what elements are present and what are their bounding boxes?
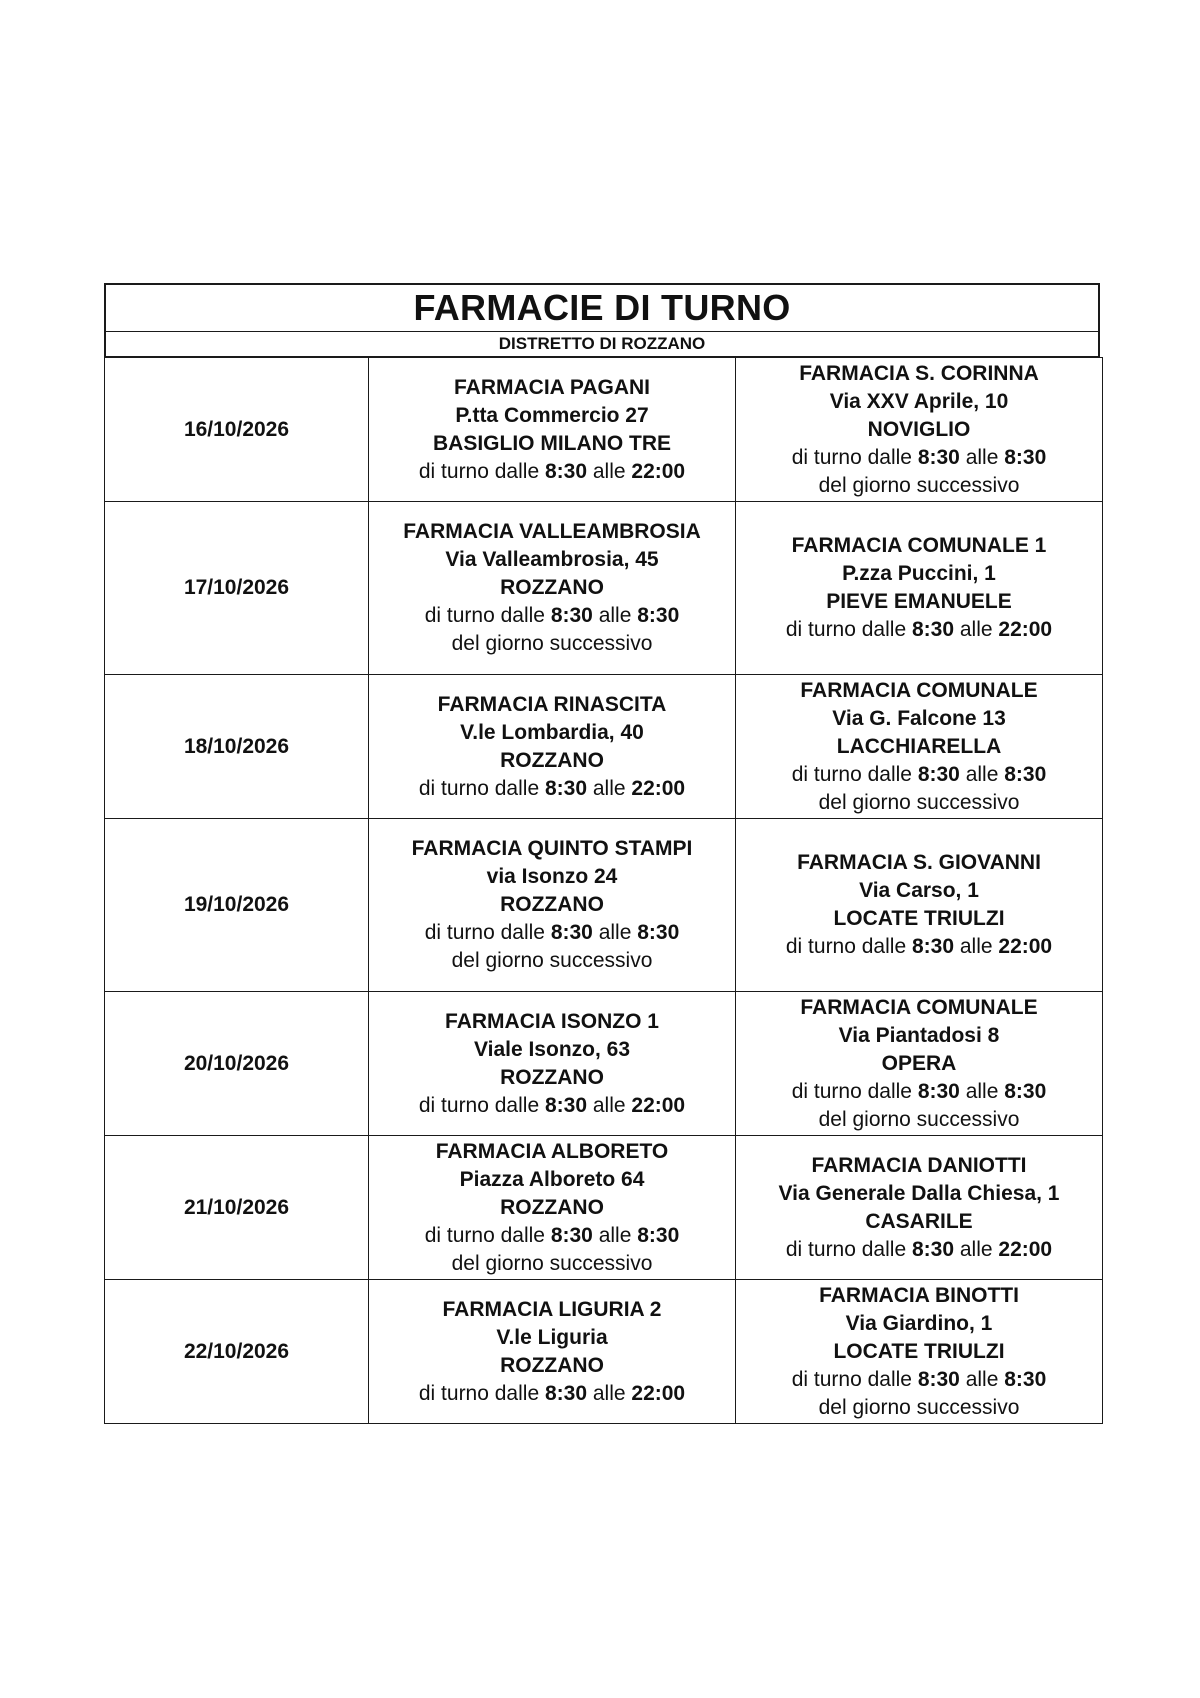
pharmacy-cell-right: [736, 1136, 1103, 1280]
pharmacy-address: V.le Liguria: [496, 1325, 608, 1349]
table-row: [105, 358, 1103, 502]
hours-mid: alle: [965, 1079, 999, 1103]
hours-to: 8:30: [1004, 762, 1047, 786]
next-day-note: del giorno successivo: [818, 790, 1020, 814]
pharmacy-cell-right: [736, 502, 1103, 675]
duty-hours: [369, 1092, 735, 1120]
hours-prefix: di turno dalle: [785, 935, 907, 958]
hours-from: 8:30: [544, 1093, 587, 1117]
next-day-note: del giorno successivo: [818, 1107, 1020, 1131]
hours-from: 8:30: [917, 1079, 960, 1103]
duty-hours: [369, 458, 735, 486]
pharmacy-name: FARMACIA S. CORINNA: [799, 361, 1039, 385]
table-row: [105, 1136, 1103, 1280]
duty-date: 20/10/2026: [105, 992, 369, 1136]
hours-prefix: di turno dalle: [424, 1223, 545, 1247]
pharmacy-address: V.le Lombardia, 40: [460, 720, 644, 744]
table-row: [105, 502, 1103, 675]
hours-from: 8:30: [917, 445, 960, 469]
pharmacy-cell-left: [369, 992, 736, 1136]
pharmacy-town: PIEVE EMANUELE: [826, 590, 1012, 613]
duty-hours: [736, 616, 1102, 644]
hours-prefix: di turno dalle: [424, 604, 545, 627]
pharmacy-town: OPERA: [881, 1051, 957, 1075]
district-subtitle: DISTRETTO DI ROZZANO: [104, 332, 1100, 357]
duty-date: 19/10/2026: [105, 819, 369, 992]
pharmacy-address: Via Carso, 1: [859, 879, 979, 902]
hours-to: 8:30: [1004, 1367, 1047, 1391]
hours-mid: alle: [959, 618, 993, 641]
pharmacy-address: Viale Isonzo, 63: [473, 1037, 630, 1061]
hours-to: 8:30: [637, 1223, 680, 1247]
hours-prefix: di turno dalle: [418, 776, 540, 800]
hours-mid: alle: [598, 921, 632, 944]
pharmacy-town: ROZZANO: [500, 1065, 604, 1089]
duty-hours: [736, 444, 1102, 472]
hours-mid: alle: [965, 445, 999, 469]
pharmacy-name: FARMACIA ALBORETO: [435, 1139, 669, 1163]
hours-prefix: di turno dalle: [791, 445, 912, 469]
pharmacy-cell-right: [736, 992, 1103, 1136]
duty-hours: [369, 602, 735, 630]
duty-date: 21/10/2026: [105, 1136, 369, 1280]
pharmacy-name: FARMACIA RINASCITA: [437, 692, 667, 716]
hours-to: 22:00: [631, 776, 686, 800]
next-day-note: del giorno successivo: [818, 473, 1020, 497]
pharmacy-address: via Isonzo 24: [486, 865, 618, 888]
pharmacy-town: ROZZANO: [500, 893, 604, 916]
pharmacy-address: Piazza Alboreto 64: [459, 1167, 645, 1191]
hours-to: 8:30: [637, 921, 680, 944]
pharmacy-name: FARMACIA PAGANI: [454, 375, 650, 399]
pharmacy-cell-right: [736, 675, 1103, 819]
hours-from: 8:30: [917, 762, 960, 786]
pharmacy-name: FARMACIA COMUNALE: [800, 678, 1038, 702]
hours-mid: alle: [965, 1367, 999, 1391]
next-day-note: del giorno successivo: [451, 949, 653, 972]
pharmacy-cell-right: [736, 819, 1103, 992]
pharmacy-name: FARMACIA LIGURIA 2: [442, 1297, 662, 1321]
hours-to: 22:00: [631, 1093, 686, 1117]
duty-hours: [369, 919, 735, 947]
hours-mid: alle: [592, 1381, 626, 1405]
pharmacy-town: ROZZANO: [500, 576, 604, 599]
duty-hours: [736, 1366, 1102, 1394]
hours-mid: alle: [592, 776, 626, 800]
duty-hours: [369, 775, 735, 803]
hours-to: 22:00: [998, 1237, 1053, 1261]
pharmacy-town: BASIGLIO MILANO TRE: [433, 431, 671, 455]
pharmacy-cell-left: [369, 1280, 736, 1424]
hours-prefix: di turno dalle: [791, 762, 912, 786]
pharmacy-cell-left: [369, 819, 736, 992]
hours-to: 22:00: [998, 935, 1053, 958]
pharmacy-address: P.zza Puccini, 1: [842, 562, 996, 585]
duty-date: 16/10/2026: [105, 358, 369, 502]
hours-prefix: di turno dalle: [418, 1381, 540, 1405]
pharmacy-town: ROZZANO: [500, 748, 604, 772]
hours-from: 8:30: [911, 1237, 954, 1261]
table-row: [105, 819, 1103, 992]
pharmacy-town: ROZZANO: [500, 1353, 604, 1377]
duty-hours: [736, 933, 1102, 961]
pharmacy-name: FARMACIA S. GIOVANNI: [797, 851, 1041, 874]
duty-date: 17/10/2026: [105, 502, 369, 675]
table-row: [105, 992, 1103, 1136]
hours-to: 22:00: [631, 1381, 686, 1405]
pharmacy-town: CASARILE: [865, 1209, 973, 1233]
hours-from: 8:30: [544, 459, 587, 483]
pharmacy-address: Via Valleambrosia, 45: [445, 548, 659, 571]
hours-prefix: di turno dalle: [785, 618, 907, 641]
pharmacy-town: LOCATE TRIULZI: [833, 1339, 1005, 1363]
hours-from: 8:30: [550, 604, 593, 627]
pharmacy-cell-left: [369, 675, 736, 819]
pharmacy-address: Via Generale Dalla Chiesa, 1: [778, 1181, 1060, 1205]
hours-to: 8:30: [637, 604, 680, 627]
pharmacy-town: ROZZANO: [500, 1195, 604, 1219]
hours-from: 8:30: [911, 935, 954, 958]
pharmacy-cell-right: [736, 358, 1103, 502]
hours-mid: alle: [965, 762, 999, 786]
hours-to: 22:00: [998, 618, 1053, 641]
pharmacy-name: FARMACIA QUINTO STAMPI: [411, 837, 693, 860]
hours-from: 8:30: [911, 618, 954, 641]
pharmacy-cell-left: [369, 502, 736, 675]
duty-hours: [736, 1236, 1102, 1264]
hours-prefix: di turno dalle: [424, 921, 545, 944]
table-row: [105, 675, 1103, 819]
pharmacy-address: P.tta Commercio 27: [455, 403, 649, 427]
hours-mid: alle: [959, 935, 993, 958]
pharmacy-town: LOCATE TRIULZI: [833, 907, 1005, 930]
pharmacy-town: LACCHIARELLA: [836, 734, 1002, 758]
hours-mid: alle: [598, 604, 632, 627]
pharmacy-address: Via Piantadosi 8: [838, 1023, 1000, 1047]
next-day-note: del giorno successivo: [818, 1395, 1020, 1419]
duty-date: 18/10/2026: [105, 675, 369, 819]
page-title: FARMACIE DI TURNO: [104, 283, 1100, 332]
pharmacy-address: Via G. Falcone 13: [832, 706, 1006, 730]
hours-prefix: di turno dalle: [418, 459, 540, 483]
duty-schedule-table: [104, 357, 1103, 1424]
hours-to: 22:00: [631, 459, 686, 483]
pharmacy-name: FARMACIA DANIOTTI: [811, 1153, 1027, 1177]
pharmacy-name: FARMACIA ISONZO 1: [445, 1009, 659, 1033]
pharmacy-name: FARMACIA VALLEAMBROSIA: [403, 520, 701, 543]
hours-mid: alle: [592, 459, 626, 483]
hours-prefix: di turno dalle: [785, 1237, 907, 1261]
pharmacy-cell-right: [736, 1280, 1103, 1424]
duty-hours: [369, 1222, 735, 1250]
next-day-note: del giorno successivo: [451, 1251, 653, 1275]
pharmacy-town: NOVIGLIO: [867, 417, 971, 441]
hours-prefix: di turno dalle: [418, 1093, 540, 1117]
pharmacy-address: Via XXV Aprile, 10: [829, 389, 1009, 413]
pharmacy-cell-left: [369, 1136, 736, 1280]
duty-hours: [369, 1380, 735, 1408]
duty-hours: [736, 1078, 1102, 1106]
pharmacy-name: FARMACIA BINOTTI: [819, 1283, 1019, 1307]
hours-from: 8:30: [550, 921, 593, 944]
hours-from: 8:30: [544, 1381, 587, 1405]
hours-mid: alle: [959, 1237, 993, 1261]
duty-pharmacy-sheet: [104, 283, 1100, 1424]
next-day-note: del giorno successivo: [451, 632, 653, 655]
hours-from: 8:30: [550, 1223, 593, 1247]
hours-from: 8:30: [544, 776, 587, 800]
hours-from: 8:30: [917, 1367, 960, 1391]
hours-mid: alle: [592, 1093, 626, 1117]
hours-mid: alle: [598, 1223, 632, 1247]
duty-hours: [736, 761, 1102, 789]
pharmacy-address: Via Giardino, 1: [845, 1311, 993, 1335]
hours-prefix: di turno dalle: [791, 1367, 912, 1391]
table-row: [105, 1280, 1103, 1424]
pharmacy-name: FARMACIA COMUNALE: [800, 995, 1038, 1019]
pharmacy-cell-left: [369, 358, 736, 502]
duty-date: 22/10/2026: [105, 1280, 369, 1424]
hours-prefix: di turno dalle: [791, 1079, 912, 1103]
pharmacy-name: FARMACIA COMUNALE 1: [791, 534, 1047, 557]
hours-to: 8:30: [1004, 445, 1047, 469]
hours-to: 8:30: [1004, 1079, 1047, 1103]
